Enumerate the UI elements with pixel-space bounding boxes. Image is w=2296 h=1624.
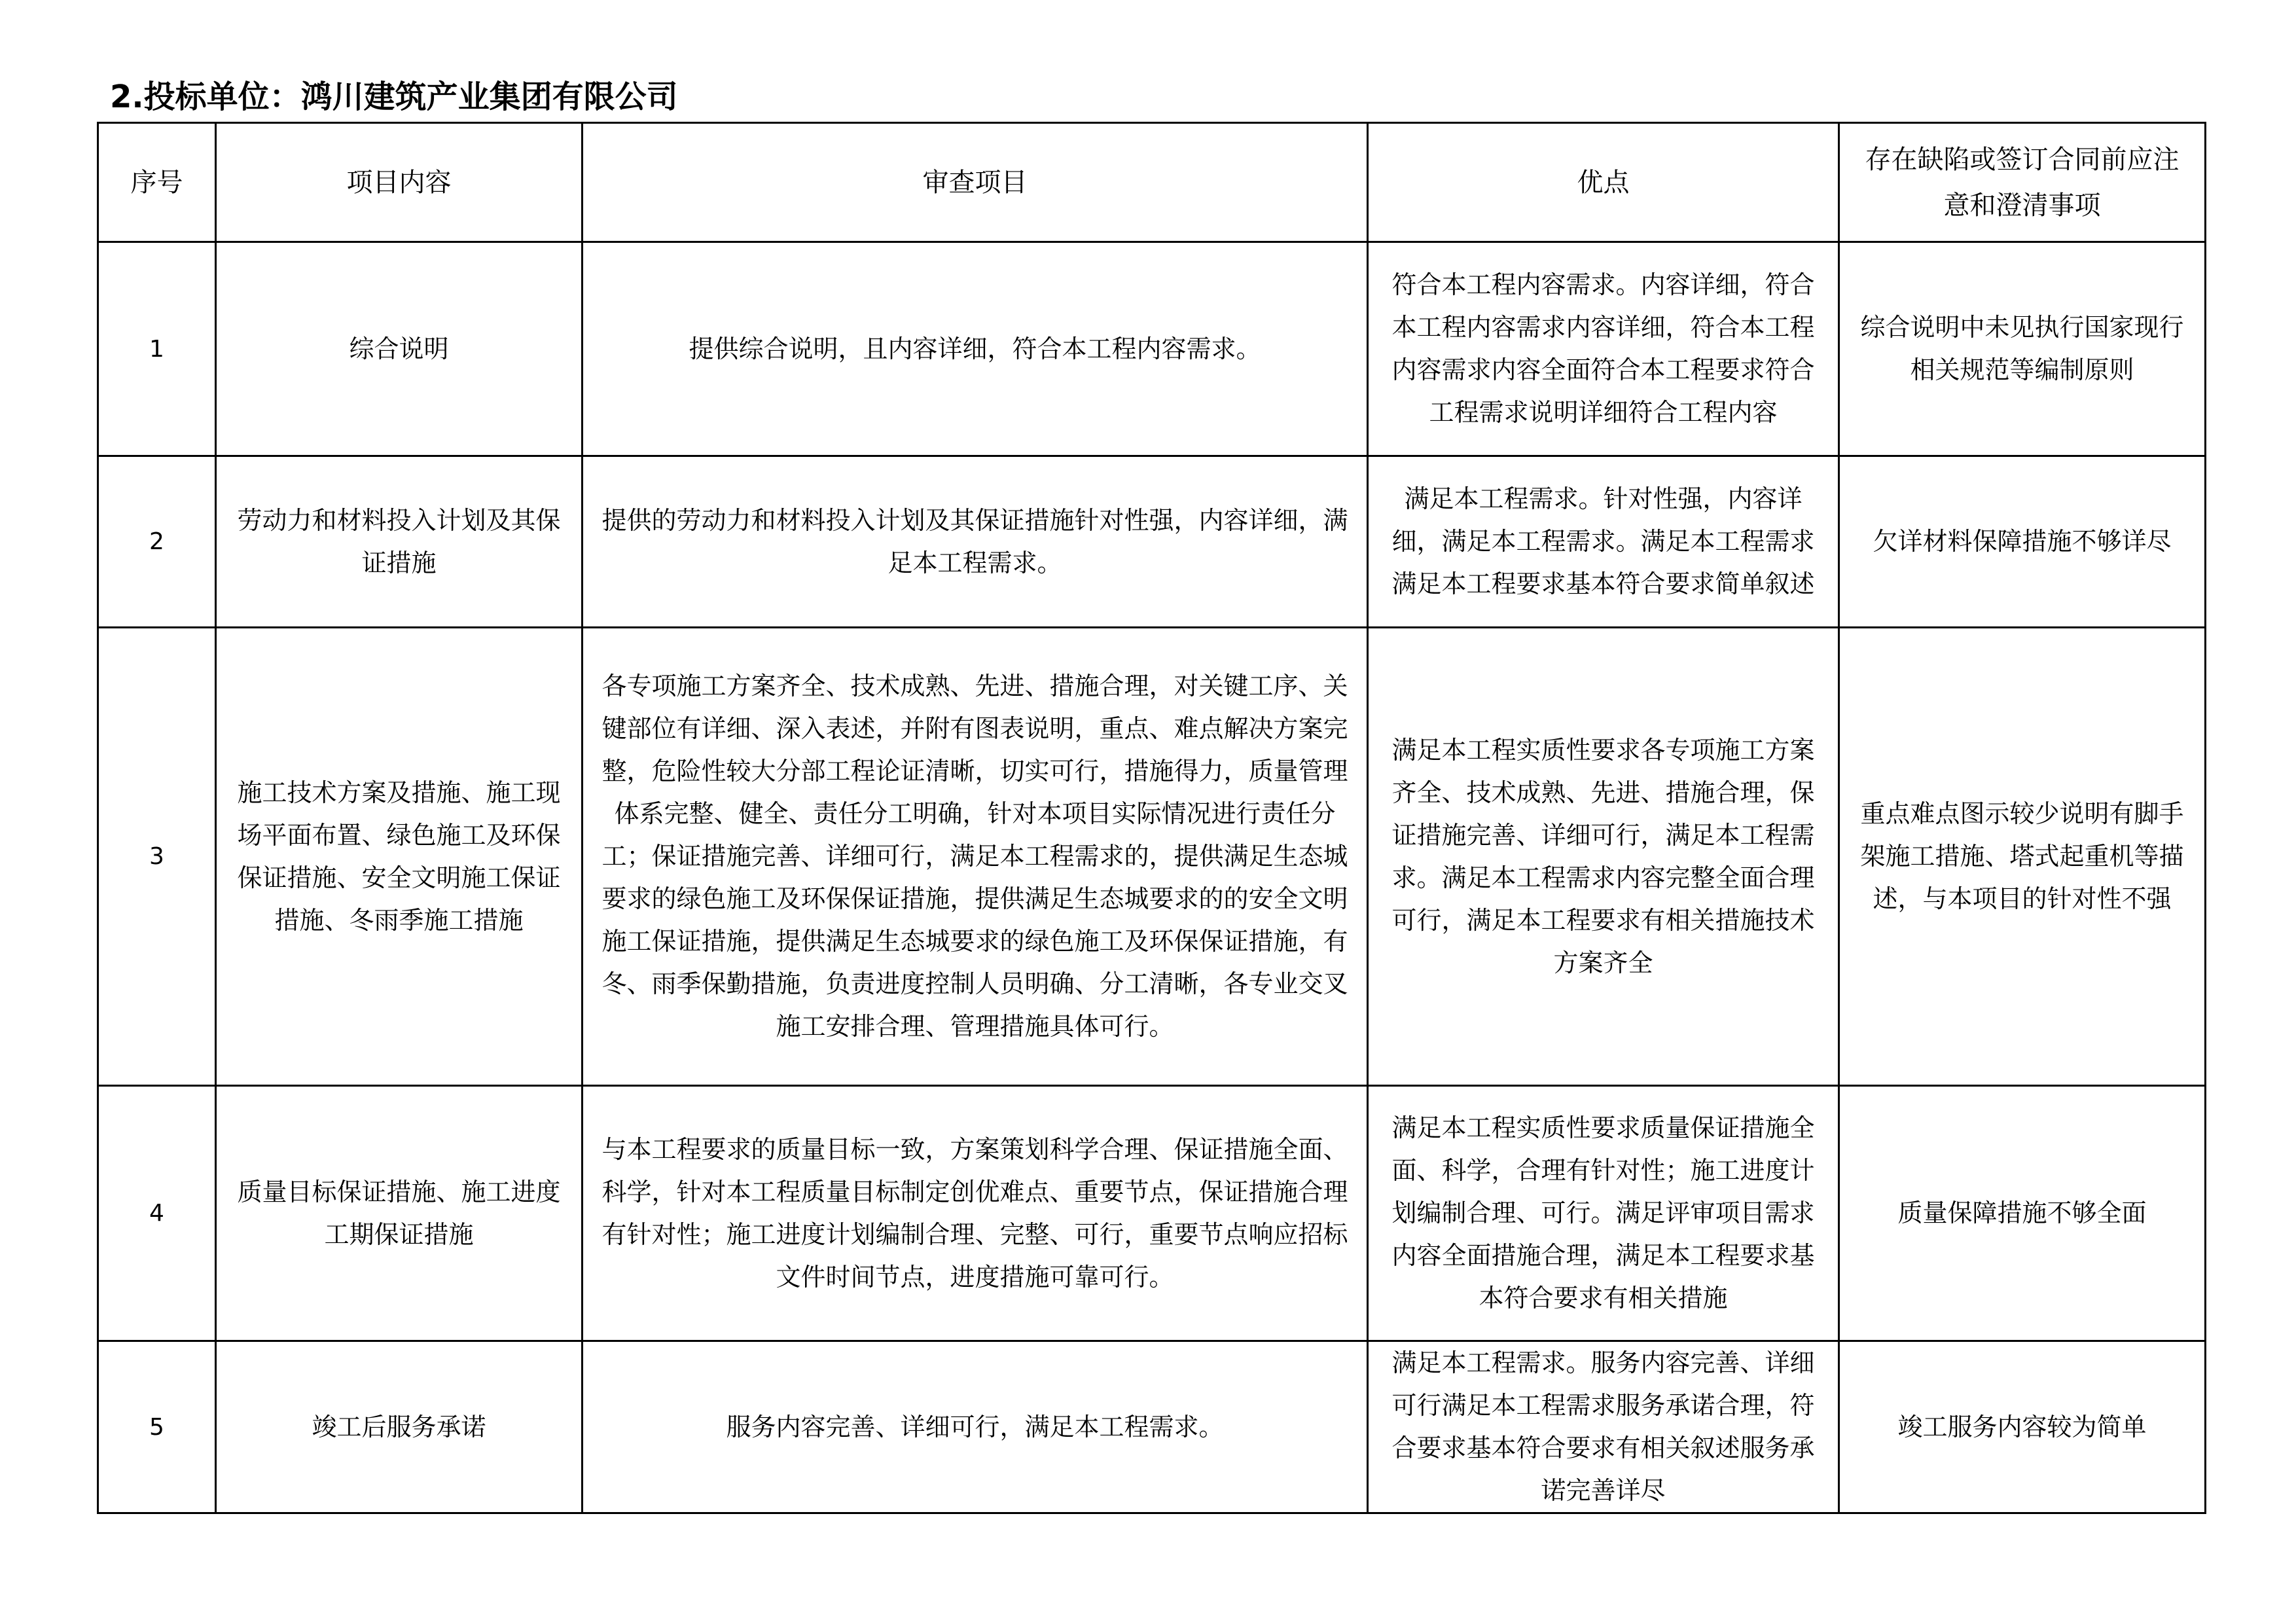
- row-index: 3: [98, 628, 216, 1086]
- row-review: 提供综合说明，且内容详细，符合本工程内容需求。: [583, 242, 1368, 456]
- row-item: 竣工后服务承诺: [216, 1341, 583, 1513]
- row-issues: 欠详材料保障措施不够详尽: [1839, 456, 2206, 628]
- row-issues: 竣工服务内容较为简单: [1839, 1341, 2206, 1513]
- row-review: 各专项施工方案齐全、技术成熟、先进、措施合理，对关键工序、关键部位有详细、深入表述，并附有图表说明，重点、难点解决方案完整，危险性较大分部工程论证清晰，切实可行，措施得力，质量管理体系完整、健全、责任分工明确，针对本项目实际情况进行责任分工；保证措施完善、详细可行，满足本工程需求的，提供满足生态城要求的绿色施工及环保保证措施，提供满足生态城要求的的安全文明施工保证措施，提供满足生态城要求的绿色施工及环保保证措施，有冬、雨季保勤措施，负责进度控制人员明确、分工清晰，各专业交叉施工安排合理、管理措施具体可行。: [583, 628, 1368, 1086]
- row-merits: 满足本工程需求。针对性强，内容详细，满足本工程需求。满足本工程需求满足本工程要求基本符合要求简单叙述: [1368, 456, 1839, 628]
- row-review: 与本工程要求的质量目标一致，方案策划科学合理、保证措施全面、科学，针对本工程质量目标制定创优难点、重要节点，保证措施合理有针对性；施工进度计划编制合理、完整、可行，重要节点响应招标文件时间节点，进度措施可靠可行。: [583, 1086, 1368, 1341]
- row-merits: 符合本工程内容需求。内容详细，符合本工程内容需求内容详细，符合本工程内容需求内容全面符合本工程要求符合工程需求说明详细符合工程内容: [1368, 242, 1839, 456]
- row-review: 服务内容完善、详细可行，满足本工程需求。: [583, 1341, 1368, 1513]
- table-row: [98, 242, 2206, 456]
- row-merits: 满足本工程实质性要求各专项施工方案齐全、技术成熟、先进、措施合理，保证措施完善、详细可行，满足本工程需求。满足本工程需求内容完整全面合理可行，满足本工程要求有相关措施技术方案齐全: [1368, 628, 1839, 1086]
- column-header-item: 项目内容: [216, 123, 583, 242]
- table-row: [98, 628, 2206, 1086]
- row-issues: 质量保障措施不够全面: [1839, 1086, 2206, 1341]
- row-merits: 满足本工程需求。服务内容完善、详细可行满足本工程需求服务承诺合理，符合要求基本符合要求有相关叙述服务承诺完善详尽: [1368, 1341, 1839, 1513]
- row-item: 质量目标保证措施、施工进度工期保证措施: [216, 1086, 583, 1341]
- row-index: 4: [98, 1086, 216, 1341]
- row-item: 施工技术方案及措施、施工现场平面布置、绿色施工及环保保证措施、安全文明施工保证措施、冬雨季施工措施: [216, 628, 583, 1086]
- row-item: 综合说明: [216, 242, 583, 456]
- table-row: [98, 1341, 2206, 1513]
- column-header-index: 序号: [98, 123, 216, 242]
- table-row: [98, 456, 2206, 628]
- table-header-row: [98, 123, 2206, 242]
- row-index: 2: [98, 456, 216, 628]
- row-issues: 综合说明中未见执行国家现行相关规范等编制原则: [1839, 242, 2206, 456]
- column-header-review: 审查项目: [583, 123, 1368, 242]
- review-table: [97, 122, 2206, 1514]
- document-heading: 2.投标单位：鸿川建筑产业集团有限公司: [110, 79, 678, 115]
- row-merits: 满足本工程实质性要求质量保证措施全面、科学，合理有针对性；施工进度计划编制合理、可行。满足评审项目需求内容全面措施合理，满足本工程要求基本符合要求有相关措施: [1368, 1086, 1839, 1341]
- table-row: [98, 1086, 2206, 1341]
- row-item: 劳动力和材料投入计划及其保证措施: [216, 456, 583, 628]
- row-index: 1: [98, 242, 216, 456]
- row-index: 5: [98, 1341, 216, 1513]
- row-review: 提供的劳动力和材料投入计划及其保证措施针对性强，内容详细，满足本工程需求。: [583, 456, 1368, 628]
- column-header-issues: 存在缺陷或签订合同前应注意和澄清事项: [1839, 123, 2206, 242]
- row-issues: 重点难点图示较少说明有脚手架施工措施、塔式起重机等描述，与本项目的针对性不强: [1839, 628, 2206, 1086]
- column-header-merits: 优点: [1368, 123, 1839, 242]
